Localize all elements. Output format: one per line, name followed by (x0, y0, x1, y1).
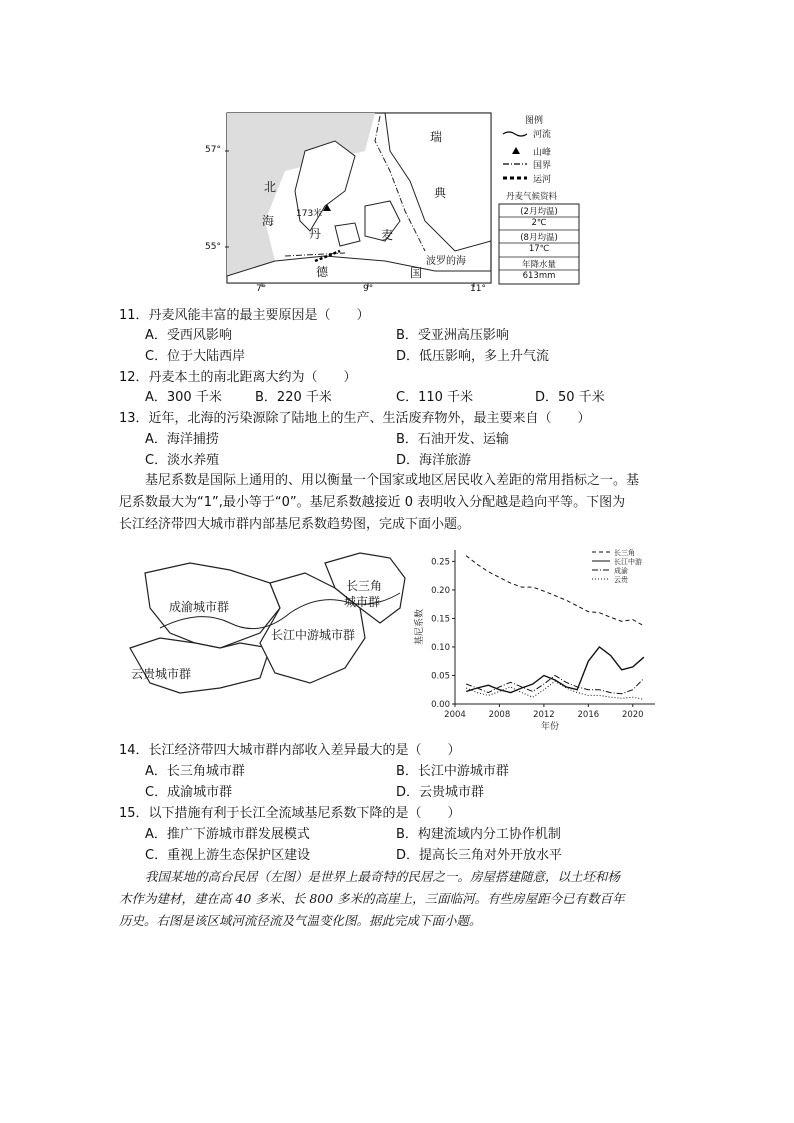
q11-option-d[interactable]: D．低压影响，多上升气流 (396, 349, 550, 364)
x-tick-label: 2012 (533, 710, 555, 720)
y-tick-label: 0.20 (431, 585, 450, 596)
y-tick-label: 0.15 (431, 614, 450, 625)
legend-label-3: 云贵 (614, 576, 628, 584)
q13-option-a[interactable]: A．海洋捕捞 (145, 432, 219, 447)
place-baltic-sea: 波罗的海 (426, 256, 466, 267)
x-tick-label: 2004 (444, 710, 466, 720)
place-denmark-2: 麦 (381, 228, 394, 242)
q14-option-d[interactable]: D．云贵城市群 (396, 785, 485, 800)
passage2-line3: 历史。右图是该区域河流径流及气温变化图。据此完成下面小题。 (119, 913, 482, 928)
q13-option-c[interactable]: C．淡水养殖 (145, 453, 220, 468)
label-chengyu: 成渝城市群 (169, 600, 230, 614)
label-yungui: 云贵城市群 (131, 667, 192, 681)
q15-option-b[interactable]: B．构建流域内分工协作机制 (396, 827, 561, 842)
passage2-line1: 我国某地的高台民居（左图）是世界上最奇特的民居之一。房屋搭建随意，以土坯和杨 (145, 869, 621, 884)
q15-option-c[interactable]: C．重视上游生态保护区建设 (145, 848, 311, 863)
q12-option-d[interactable]: D．50 千米 (535, 390, 605, 405)
q13-stem: 13．近年，北海的污染源除了陆地上的生产、生活废弃物外，最主要来自（ ） (119, 411, 591, 426)
label-changjiang: 长江中游城市群 (271, 628, 356, 642)
climate-row-4: 17℃ (528, 244, 550, 254)
climate-row-6: 613mm (522, 271, 556, 281)
passage2-line2: 木作为建材，建在高 40 多米、长 800 多米的高崖上，三面临河。有些房屋距今已有数百年 (119, 891, 625, 906)
q14-option-b[interactable]: B．长江中游城市群 (396, 764, 509, 779)
series-line-3 (466, 681, 644, 699)
q11-option-b[interactable]: B．受亚洲高压影响 (396, 328, 509, 343)
y-tick-label: 0.10 (431, 642, 450, 653)
climate-row-2: 2℃ (531, 218, 547, 228)
lat-label-55: 55° (205, 242, 221, 252)
q15-option-a[interactable]: A．推广下游城市群发展模式 (145, 827, 310, 842)
lat-label-57: 57° (205, 145, 221, 155)
legend-canal: 运河 (533, 175, 552, 185)
series-line-2 (466, 676, 644, 694)
q14-option-a[interactable]: A．长三角城市群 (145, 764, 245, 779)
gini-chart (400, 542, 665, 732)
place-denmark-1: 丹 (309, 227, 322, 241)
q12-stem: 12．丹麦本土的南北距离大约为（ ） (119, 370, 357, 385)
label-sanjiao-1: 长三角 (346, 579, 383, 593)
q12-option-c[interactable]: C．110 千米 (396, 390, 474, 405)
passage1-line2: 尼系数最大为“1”,最小等于“0”。基尼系数越接近 0 表明收入分配越是趋向平等。下图为 (119, 495, 626, 510)
place-germany: 德 (316, 265, 329, 279)
q11-option-a[interactable]: A．受西风影响 (145, 328, 232, 343)
legend-border: 国界 (533, 161, 552, 171)
x-axis-label: 年份 (540, 722, 560, 732)
climate-row-1: (2月均温) (520, 207, 558, 217)
x-tick-label: 2016 (577, 710, 600, 720)
climate-row-3: (8月均温) (520, 233, 558, 243)
y-tick-label: 0.25 (431, 557, 450, 568)
q15-stem: 15．以下措施有利于长江全流域基尼系数下降的是（ ） (119, 806, 461, 821)
lon-label-7: 7° (256, 284, 267, 294)
place-guo: 国 (410, 266, 423, 280)
place-north-sea-2: 海 (262, 214, 275, 228)
y-tick-label: 0.00 (431, 700, 450, 710)
q11-stem: 11．丹麦风能丰富的最主要原因是（ ） (119, 308, 370, 323)
legend-label-0: 长三角 (614, 549, 635, 557)
passage1-line1: 基尼系数是国际上通用的、用以衡量一个国家或地区居民收入差距的常用指标之一。基 (145, 473, 640, 488)
lon-label-9: 9° (363, 284, 374, 294)
passage1-line3: 长江经济带四大城市群内部基尼系数趋势图，完成下面小题。 (119, 517, 471, 532)
denmark-map (225, 111, 493, 296)
y-tick-label: 0.05 (431, 671, 450, 682)
place-sweden-2: 典 (434, 186, 447, 200)
climate-row-5: 年降水量 (521, 260, 556, 270)
q12-option-b[interactable]: B．220 千米 (255, 390, 332, 405)
q11-option-c[interactable]: C．位于大陆西岸 (145, 349, 246, 364)
legend-label-2: 成渝 (614, 567, 628, 575)
place-peak-height: 173米 (296, 209, 323, 219)
q13-option-b[interactable]: B．石油开发、运输 (396, 432, 509, 447)
q14-stem: 14．长江经济带四大城市群内部收入差异最大的是（ ） (119, 743, 461, 758)
legend-label-1: 长江中游 (614, 558, 642, 566)
place-sweden-1: 瑞 (430, 130, 443, 144)
legend-river: 河流 (533, 130, 552, 140)
legend-climate-title: 丹麦气候资料 (506, 192, 558, 202)
x-tick-label: 2020 (621, 710, 644, 720)
q14-option-c[interactable]: C．成渝城市群 (145, 785, 233, 800)
q12-option-a[interactable]: A．300 千米 (145, 390, 222, 405)
legend-peak: 山峰 (533, 148, 552, 158)
series-line-1 (466, 647, 644, 693)
q13-option-d[interactable]: D．海洋旅游 (396, 453, 472, 468)
place-north-sea-1: 北 (264, 180, 277, 194)
legend-title: 图例 (525, 116, 544, 126)
x-tick-label: 2008 (488, 710, 511, 720)
q15-option-d[interactable]: D．提高长三角对外开放水平 (396, 848, 563, 863)
lon-label-11: 11° (470, 284, 486, 294)
y-axis-label: 基尼系数 (415, 608, 425, 646)
label-sanjiao-2: 城市群 (344, 595, 381, 609)
